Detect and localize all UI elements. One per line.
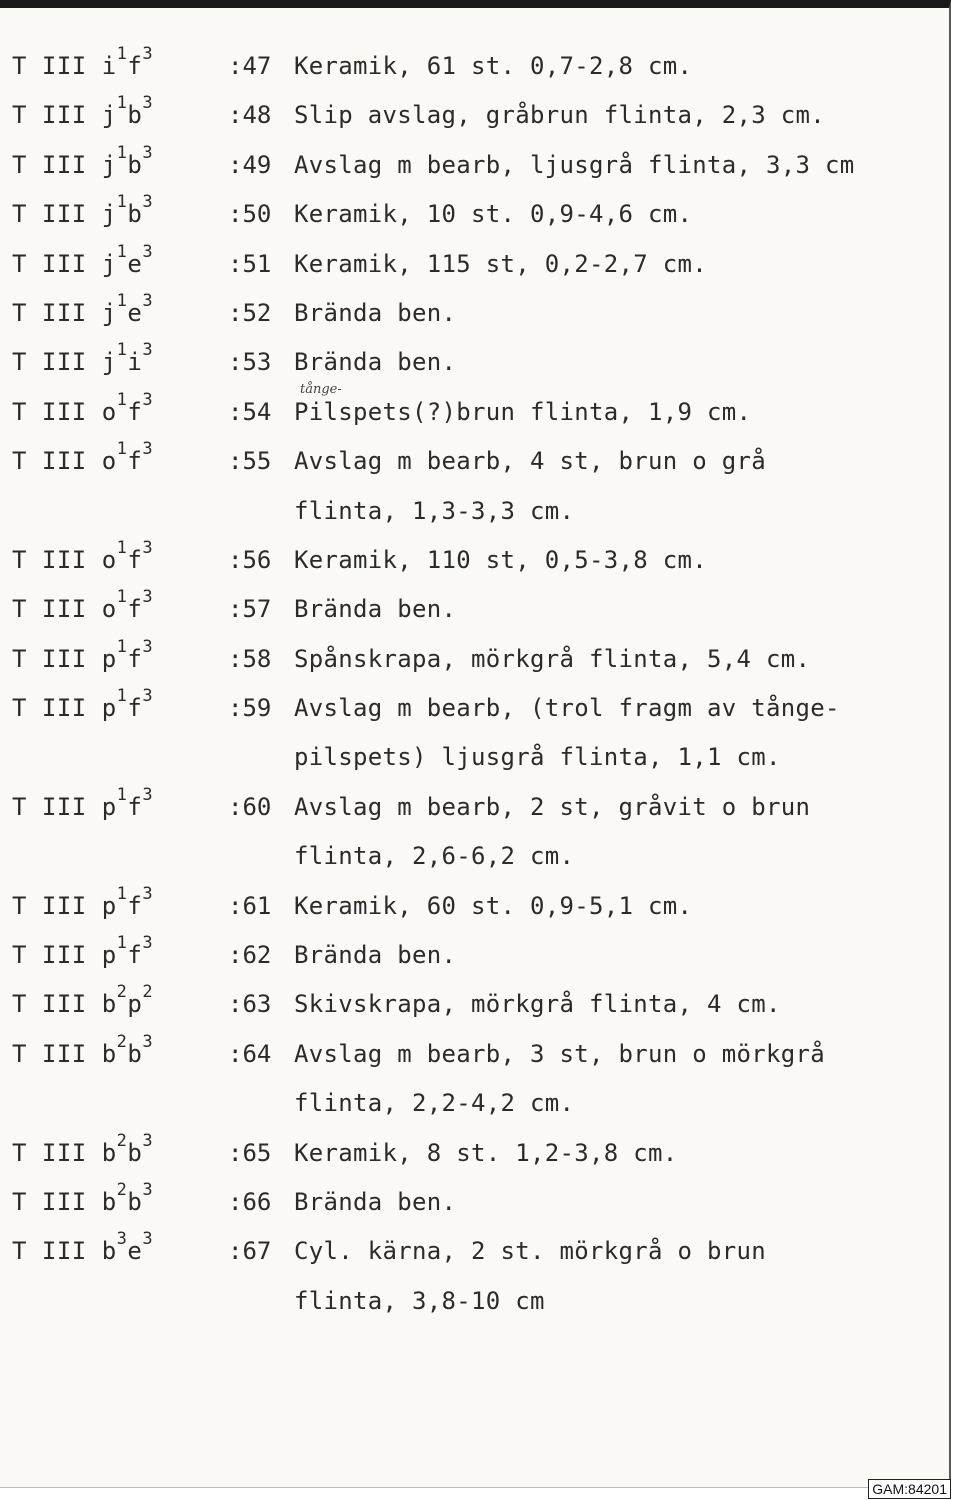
entry-row: [12, 1130, 949, 1182]
location-text: T III j: [12, 249, 117, 278]
location-superscript: 1: [116, 93, 128, 114]
location-superscript: 3: [142, 1229, 154, 1250]
entry-number: :65: [228, 1138, 272, 1167]
location-text: T III j: [12, 348, 117, 377]
entry-description: Avslag m bearb, 3 st, brun o mörkgrå: [294, 1039, 825, 1068]
location-text: T III i: [12, 52, 117, 80]
location-text: f: [127, 792, 143, 821]
location-text: T III p: [12, 644, 117, 673]
entry-row: [12, 688, 949, 737]
entry-location: [12, 982, 154, 1019]
entry-description: Avslag m bearb, 4 st, brun o grå: [294, 447, 766, 476]
entry-description: Cyl. kärna, 2 st. mörkgrå o brun: [294, 1237, 766, 1266]
location-superscript: 1: [116, 883, 128, 904]
entry-number: :55: [228, 447, 272, 476]
location-text: b: [127, 150, 143, 179]
entry-location: [12, 340, 154, 377]
location-text: T III b: [12, 1138, 117, 1167]
entry-location: [12, 1229, 154, 1266]
location-superscript: 1: [116, 784, 128, 805]
location-text: p: [127, 990, 143, 1019]
location-text: f: [127, 397, 143, 426]
entry-description: Keramik, 8 st. 1,2-3,8 cm.: [294, 1138, 678, 1167]
entry-description: flinta, 3,8-10 cm: [294, 1286, 545, 1315]
location-superscript: 3: [142, 1031, 154, 1052]
entry-description: Spånskrapa, mörkgrå flinta, 5,4 cm.: [294, 644, 811, 673]
location-superscript: 1: [116, 290, 128, 311]
location-text: b: [127, 101, 143, 130]
location-superscript: 3: [142, 142, 154, 163]
location-text: T III b: [12, 990, 117, 1019]
entry-description: Avslag m bearb, 2 st, gråvit o brun: [294, 792, 811, 821]
location-superscript: 3: [142, 636, 154, 657]
entry-number: :52: [228, 298, 272, 327]
entry-location: [12, 142, 154, 179]
location-text: f: [127, 891, 143, 920]
entry-row: [12, 290, 949, 342]
entry-number: :54: [228, 397, 272, 426]
location-superscript: 3: [142, 192, 154, 213]
entry-location: [12, 636, 154, 673]
entry-description: Keramik, 61 st. 0,7-2,8 cm.: [294, 52, 693, 80]
location-superscript: 2: [116, 1179, 128, 1200]
entry-row: [12, 194, 949, 243]
entry-row: [12, 883, 949, 935]
location-text: f: [127, 545, 143, 574]
entry-number: :48: [228, 101, 272, 130]
entry-location: [12, 686, 154, 723]
entry-number: :62: [228, 941, 272, 970]
entry-row: [12, 342, 949, 391]
location-text: T III p: [12, 941, 117, 970]
entry-number: :57: [228, 595, 272, 624]
location-superscript: 3: [142, 389, 154, 410]
entry-description: Pilspets(?)brun flinta, 1,9 cm.: [294, 397, 752, 426]
location-text: f: [127, 644, 143, 673]
location-text: T III p: [12, 792, 117, 821]
location-text: T III p: [12, 891, 117, 920]
entry-description: Keramik, 110 st, 0,5-3,8 cm.: [294, 545, 707, 574]
location-superscript: 1: [116, 686, 128, 707]
location-text: f: [127, 595, 143, 624]
location-superscript: 1: [116, 389, 128, 410]
location-text: T III p: [12, 694, 117, 723]
entry-location: [12, 1031, 154, 1068]
location-text: T III o: [12, 595, 117, 624]
entry-location: [12, 389, 154, 426]
entry-location: [12, 241, 154, 278]
entry-row: [12, 984, 949, 1033]
location-superscript: 3: [142, 1179, 154, 1200]
location-text: b: [127, 1039, 143, 1068]
entry-row: [12, 1231, 949, 1280]
location-text: T III b: [12, 1187, 117, 1216]
entry-row: [12, 935, 949, 984]
location-text: i: [127, 348, 143, 377]
entry-row: [12, 636, 949, 688]
location-superscript: 3: [142, 241, 154, 262]
entry-description: Keramik, 115 st, 0,2-2,7 cm.: [294, 249, 707, 278]
entry-description: flinta, 2,6-6,2 cm.: [294, 842, 575, 871]
entry-description: Skivskrapa, mörkgrå flinta, 4 cm.: [294, 990, 781, 1019]
entry-location: [12, 44, 154, 80]
location-text: f: [127, 941, 143, 970]
entry-continuation: [12, 737, 949, 786]
entry-row: [12, 589, 949, 638]
entry-row: [12, 784, 949, 836]
location-text: T III o: [12, 545, 117, 574]
entry-number: :49: [228, 150, 272, 179]
location-superscript: 3: [142, 883, 154, 904]
location-text: f: [127, 52, 143, 80]
location-superscript: 2: [116, 1031, 128, 1052]
location-superscript: 2: [116, 982, 128, 1003]
location-superscript: 1: [116, 933, 128, 954]
location-superscript: 3: [142, 537, 154, 558]
location-superscript: 3: [142, 933, 154, 954]
location-superscript: 3: [142, 439, 154, 460]
location-superscript: 3: [142, 1130, 154, 1151]
entry-description: flinta, 2,2-4,2 cm.: [294, 1089, 575, 1118]
entry-location: [12, 1179, 154, 1216]
location-text: T III b: [12, 1237, 117, 1266]
location-superscript: 1: [116, 439, 128, 460]
entry-description: Keramik, 60 st. 0,9-5,1 cm.: [294, 891, 693, 920]
location-superscript: 3: [142, 587, 154, 608]
entry-description: pilspets) ljusgrå flinta, 1,1 cm.: [294, 743, 781, 772]
entry-description: Brända ben.: [294, 1187, 457, 1216]
location-text: b: [127, 1138, 143, 1167]
location-text: T III j: [12, 150, 117, 179]
location-text: b: [127, 200, 143, 229]
entry-location: [12, 537, 154, 574]
entry-location: [12, 933, 154, 970]
location-superscript: 1: [116, 142, 128, 163]
location-superscript: 2: [142, 982, 154, 1003]
entry-list: [12, 46, 949, 1330]
handwritten-note: tånge-: [300, 382, 342, 397]
location-text: T III j: [12, 200, 117, 229]
location-text: f: [127, 694, 143, 723]
location-text: T III o: [12, 447, 117, 476]
entry-number: :66: [228, 1187, 272, 1216]
location-text: T III j: [12, 101, 117, 130]
entry-description: Brända ben.: [294, 941, 457, 970]
entry-location: [12, 587, 154, 624]
entry-number: :60: [228, 792, 272, 821]
entry-continuation: [12, 836, 949, 885]
entry-number: :63: [228, 990, 272, 1019]
entry-location: [12, 883, 154, 920]
entry-continuation: [12, 491, 949, 540]
location-superscript: 3: [142, 686, 154, 707]
location-superscript: 3: [142, 340, 154, 361]
entry-number: :64: [228, 1039, 272, 1068]
entry-location: [12, 290, 154, 327]
entry-number: :56: [228, 545, 272, 574]
location-superscript: 1: [116, 44, 128, 64]
entry-number: :58: [228, 644, 272, 673]
entry-row: [12, 537, 949, 589]
entry-number: :50: [228, 200, 272, 229]
catalog-label: GAM:84201: [868, 1479, 951, 1499]
location-superscript: 3: [142, 93, 154, 114]
entry-description: Keramik, 10 st. 0,9-4,6 cm.: [294, 200, 693, 229]
location-superscript: 1: [116, 587, 128, 608]
location-superscript: 3: [142, 784, 154, 805]
entry-row: [12, 1179, 949, 1231]
location-text: e: [127, 1237, 143, 1266]
entry-description: Brända ben.: [294, 298, 457, 327]
entry-location: [12, 784, 154, 821]
entry-description: Avslag m bearb, (trol fragm av tånge-: [294, 694, 840, 723]
entry-number: :53: [228, 348, 272, 377]
entry-location: [12, 93, 154, 130]
entry-description: Brända ben.: [294, 595, 457, 624]
entry-description: Slip avslag, gråbrun flinta, 2,3 cm.: [294, 101, 825, 130]
entry-continuation: [12, 1281, 949, 1330]
entry-row: [12, 142, 949, 194]
location-text: e: [127, 249, 143, 278]
location-text: T III b: [12, 1039, 117, 1068]
entry-row: [12, 46, 949, 95]
entry-number: :67: [228, 1237, 272, 1266]
entry-row: [12, 241, 949, 293]
entry-description: Avslag m bearb, ljusgrå flinta, 3,3 cm: [294, 150, 855, 179]
location-text: e: [127, 298, 143, 327]
location-superscript: 1: [116, 537, 128, 558]
entry-number: :61: [228, 891, 272, 920]
entry-row: [12, 95, 949, 144]
location-superscript: 1: [116, 636, 128, 657]
location-superscript: 3: [142, 44, 154, 64]
entry-description: flinta, 1,3-3,3 cm.: [294, 496, 575, 525]
location-text: T III j: [12, 298, 117, 327]
location-text: f: [127, 447, 143, 476]
entry-continuation: [12, 1083, 949, 1132]
entry-location: [12, 192, 154, 229]
entry-row: [12, 1031, 949, 1083]
entry-row: [12, 441, 949, 490]
location-superscript: 3: [142, 290, 154, 311]
location-superscript: 2: [116, 1130, 128, 1151]
entry-location: [12, 1130, 154, 1167]
entry-number: :51: [228, 249, 272, 278]
location-superscript: 3: [116, 1229, 128, 1250]
location-superscript: 1: [116, 241, 128, 262]
location-superscript: 1: [116, 340, 128, 361]
entry-description: Brända ben.: [294, 348, 457, 377]
location-superscript: 1: [116, 192, 128, 213]
entry-location: [12, 439, 154, 476]
entry-number: :59: [228, 694, 272, 723]
location-text: b: [127, 1187, 143, 1216]
entry-number: :47: [228, 52, 272, 80]
location-text: T III o: [12, 397, 117, 426]
